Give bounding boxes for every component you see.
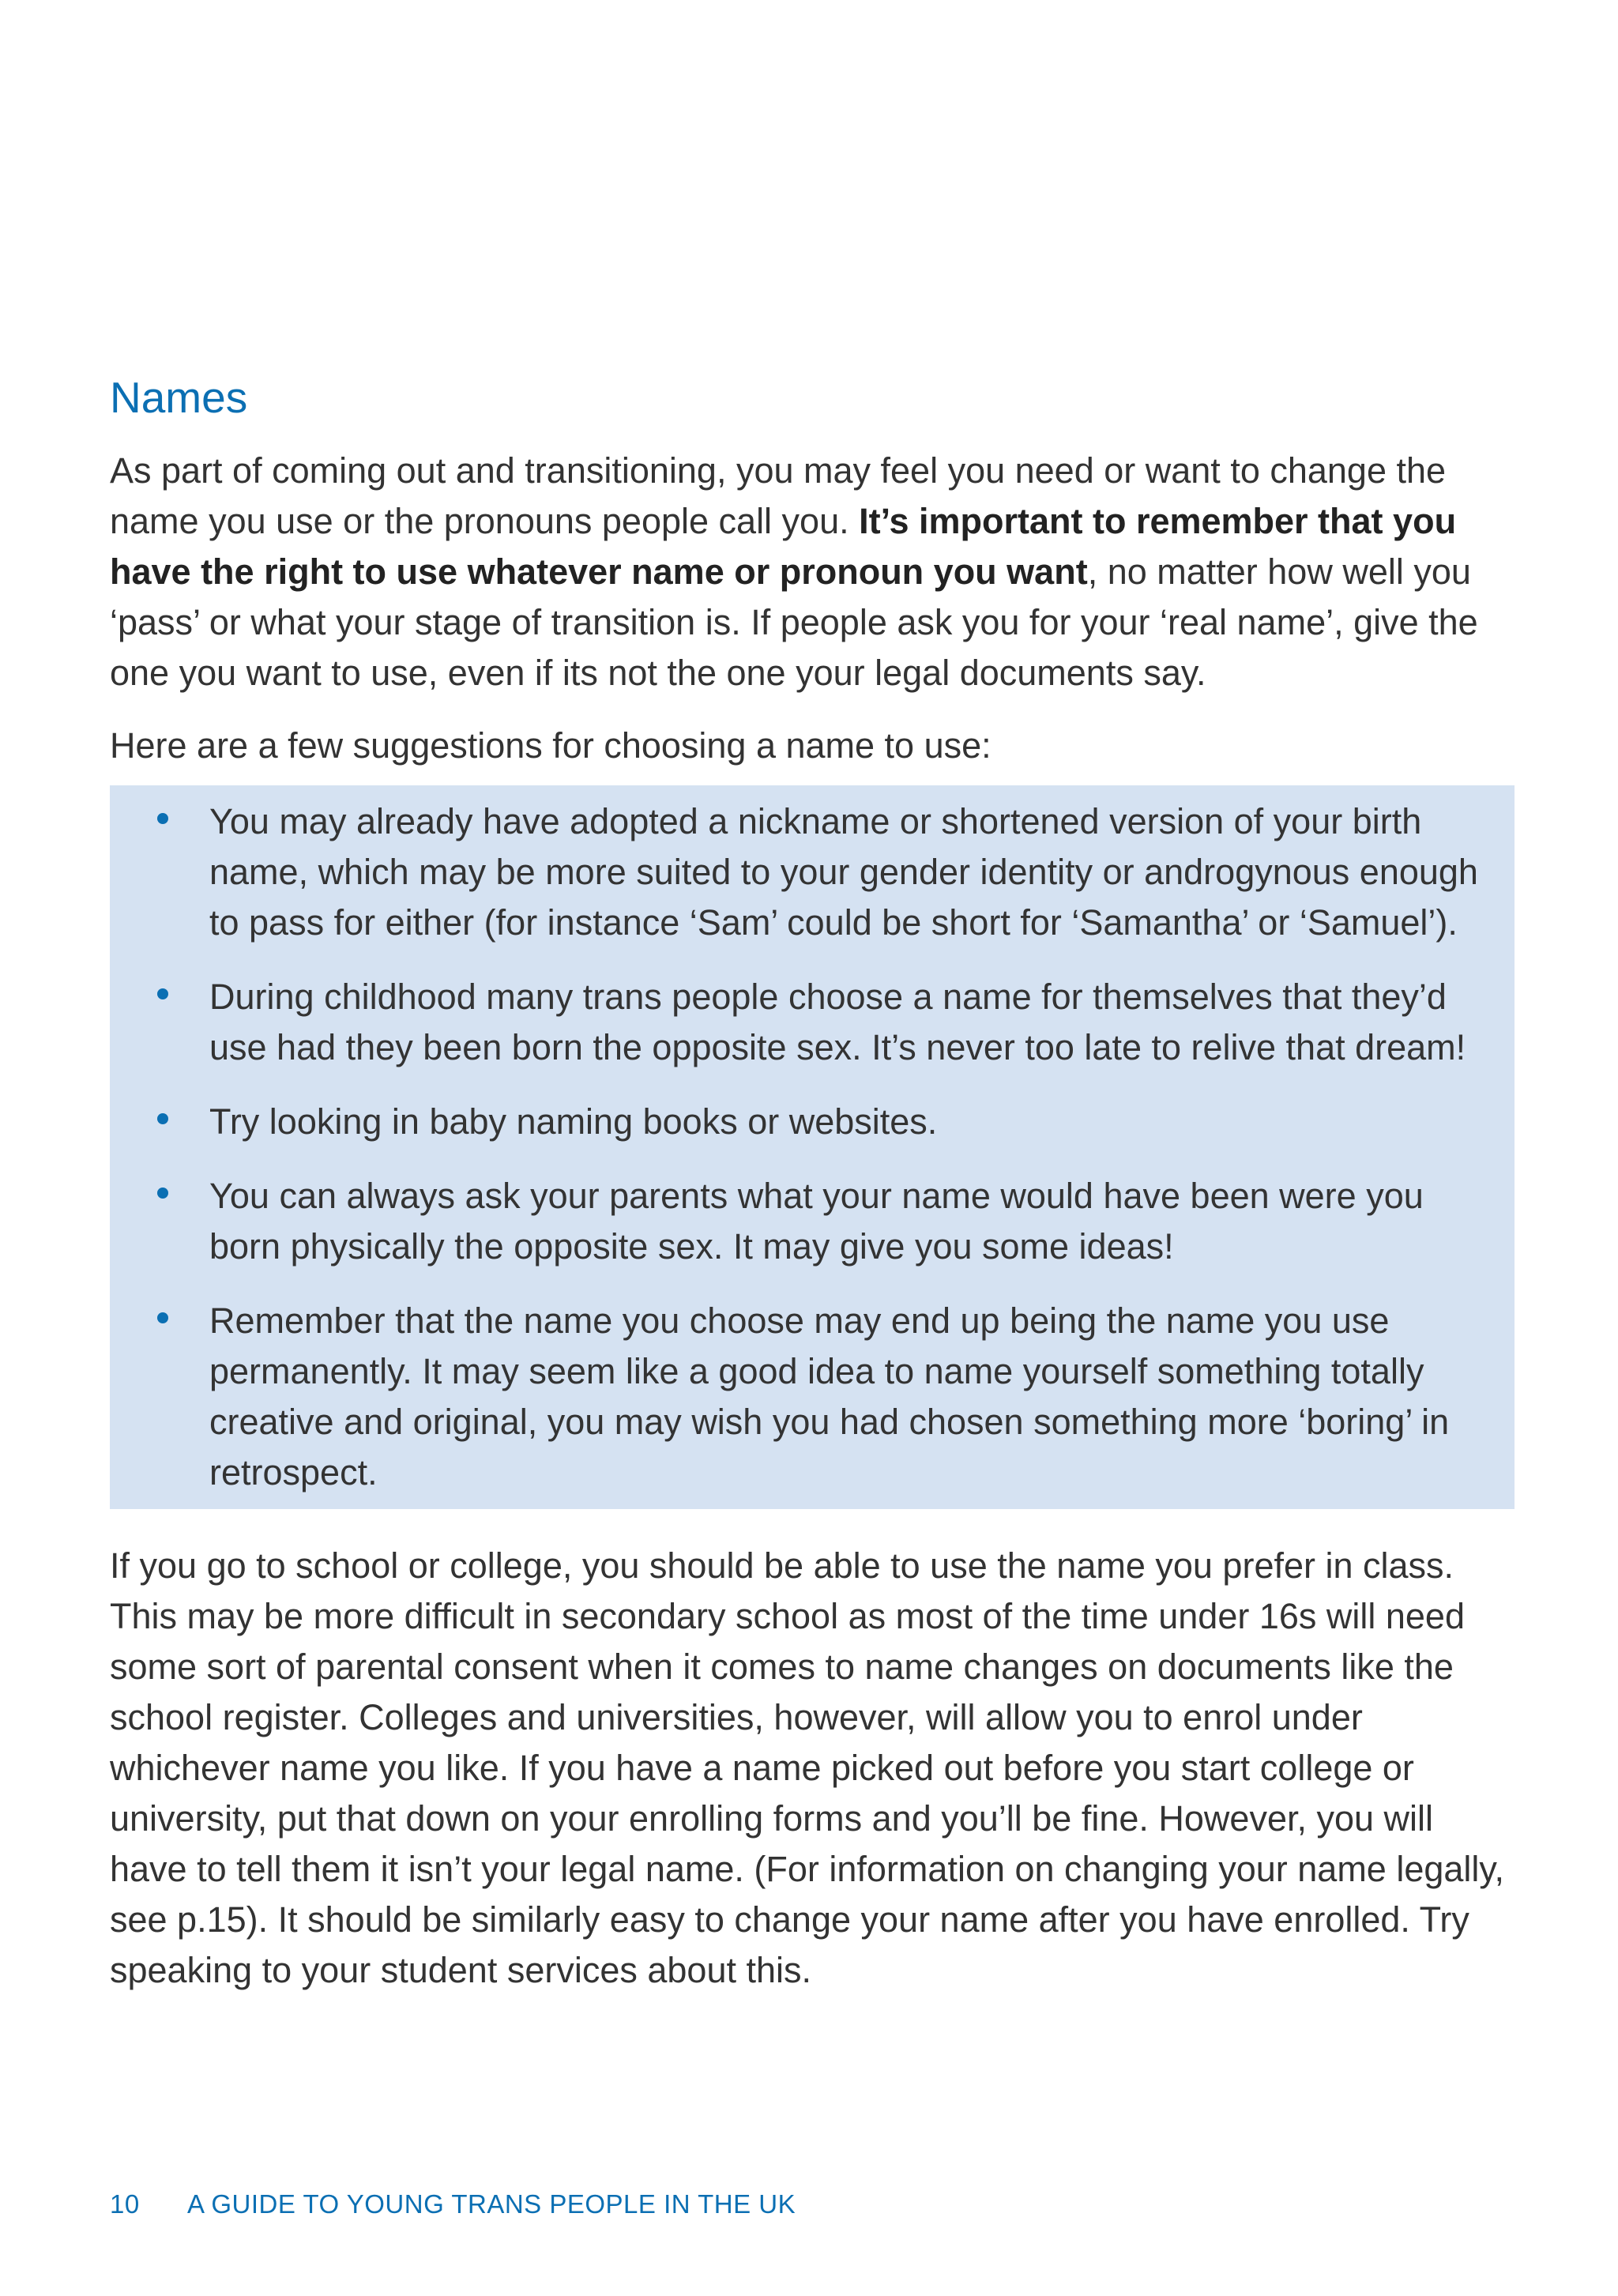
bullet-icon: [134, 972, 209, 1073]
suggestion-item: [134, 796, 1491, 948]
bullet-icon: [134, 1171, 209, 1272]
suggestion-text: You may already have adopted a nickname or shortened version of your birth name, which may be more suited to your gender identity or androgynous enough to pass for either (for instance ‘Sam’ could be short for ‘Samantha’ or ‘Samuel’).: [209, 801, 1478, 943]
intro-paragraph: [110, 446, 1515, 698]
suggestions-box: [110, 785, 1515, 1509]
suggestion-text: Try looking in baby naming books or websites.: [209, 1101, 938, 1142]
publication-title: A GUIDE TO YOUNG TRANS PEOPLE IN THE UK: [187, 2189, 796, 2219]
suggestions-intro: Here are a few suggestions for choosing a name to use:: [110, 725, 991, 766]
suggestion-item: [134, 1171, 1491, 1272]
intro-text-1: As part of coming out and transitioning, you may feel you need or want to change the name you use or the pronouns people call you.: [110, 450, 1447, 541]
bullet-icon: [134, 1296, 209, 1498]
suggestion-item: [134, 972, 1491, 1073]
page-number: 10: [110, 2189, 140, 2219]
school-paragraph: If you go to school or college, you should be able to use the name you prefer in class. This may be more difficult in secondary school as most of the time under 16s will need some sort of parental consent when it comes to name changes on documents like the school register. Colleges and universities, however, will allow you to enrol under whichever name you like. If you have a name picked out before you start college or university, put that down on your enrolling forms and you’ll be fine. However, you will have to tell them it isn’t your legal name. (For information on changing your name legally, see p.15). It should be similarly easy to change your name after you have enrolled. Try speaking to your student services about this.: [110, 1545, 1505, 1990]
intro-text-2: , no matter how well you ‘pass’ or what your stage of transition is. If people ask you for your ‘real name’, give the one you want to use, even if its not the one your legal documents say.: [110, 551, 1478, 693]
suggestion-text: You can always ask your parents what your name would have been were you born physically the opposite sex. It may give you some ideas!: [209, 1176, 1424, 1267]
suggestion-text: Remember that the name you choose may end up being the name you use permanently. It may seem like a good idea to name yourself something totally creative and original, you may wish you had chosen something more ‘boring’ in retrospect.: [209, 1300, 1450, 1492]
bullet-icon: [134, 796, 209, 948]
page-content: [110, 371, 1515, 1996]
suggestion-item: [134, 1097, 1491, 1147]
bullet-icon: [134, 1097, 209, 1147]
suggestion-item: [134, 1296, 1491, 1498]
section-heading: Names: [110, 373, 248, 422]
intro-bold-text: It’s important to remember that you have the right to use whatever name or pronoun you want: [110, 501, 1457, 592]
suggestion-text: During childhood many trans people choose a name for themselves that they’d use had they been born the opposite sex. It’s never too late to relive that dream!: [209, 977, 1466, 1067]
page-footer: [110, 2189, 796, 2220]
